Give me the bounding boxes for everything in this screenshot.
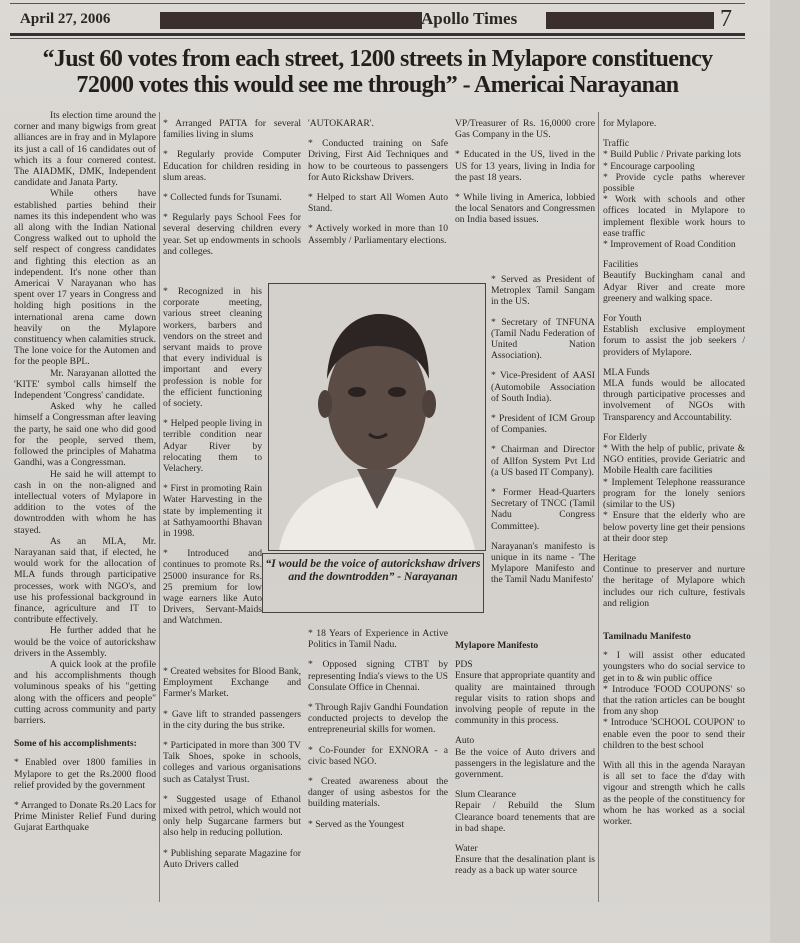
bullet-item: * Served as President of Metroplex Tamil Sangam in the US. [491, 274, 595, 308]
section-title: Slum Clearance [455, 789, 517, 801]
closing-paragraph: With all this in the agenda Narayan is all set to face the d'day with vigour and strength which he calls as the people of the constituency for whom he has worked as a social worker. [603, 759, 745, 827]
portrait-image [269, 284, 485, 550]
bullet-item: * Through Rajiv Gandhi Foundation conducted projects to develop the entrepreneurial skills for women. [308, 702, 448, 736]
column-divider [598, 112, 599, 902]
bullet-item: * Arranged to Donate Rs.20 Lacs for Prime Minister Relief Fund during Gujarat Earthquake [14, 799, 156, 834]
page-number: 7 [720, 6, 732, 32]
headline-line-1: “Just 60 votes from each street, 1200 streets in Mylapore constituency [42, 46, 713, 72]
bullet-item: * President of ICM Group of Companies. [491, 413, 595, 436]
section-text: Continue to preserver and nurture the heritage of Mylapore which includes our rich culture, festivals and religion [603, 564, 745, 609]
bullet-item: * Work with schools and other offices located in Mylapore to implement flexible work hours to ease traffic [603, 194, 745, 239]
headline-line-2: 72000 votes this would see me through” - Americai Narayanan [76, 72, 679, 98]
section-title: For Youth [603, 313, 642, 325]
photo-caption: “I would be the voice of autorickshaw drivers and the downtrodden” - Narayanan [262, 553, 484, 613]
section-title: MLA Funds [603, 366, 650, 378]
section-text: Beautify Buckingham canal and Adyar River and create more greenery and walking space. [603, 270, 745, 304]
column-2-top [163, 118, 301, 266]
bullet-item: * First in promoting Rain Water Harvesting in the state by implementing it at Sathyamoorthi Bhavan in 1998. [163, 483, 262, 540]
bullet-item: * Introduced and continues to promote Rs. 25000 insurance for Rs. 25 premium for low wage earners like Auto Drivers, Servant-Maids and Watchmen. [163, 548, 262, 627]
bullet-item: * Encourage carpooling [603, 160, 695, 172]
bullet-item: * Gave lift to stranded passengers in the city during the bus strike. [163, 708, 301, 731]
section-text: Ensure that appropriate quantity and quality are maintained through regular visits to ration shops and involving people of repute in the community in this process. [455, 670, 595, 727]
column-4-narrow [491, 274, 595, 595]
bullet-item: * Participated in more than 300 TV Talk Shoes, spoke in schools, colleges and various organisations such as Catalyst Trust. [163, 740, 301, 785]
bullet-item: * Ensure that the elderly who are below poverty line get their pensions at their door step [603, 510, 746, 544]
tamilnadu-manifesto-heading: Tamilnadu Manifesto [603, 630, 691, 642]
masthead [14, 8, 744, 32]
bullet-item: * Arranged PATTA for several families living in slums [163, 118, 301, 141]
section-title: Water [455, 843, 478, 855]
masthead-bar [160, 12, 422, 29]
bullet-item: * Enabled over 1800 families in Mylapore to get the Rs.2000 flood relief provided by the government [14, 757, 156, 791]
bullet-item: * Vice-President of AASI (Automobile Association of South India). [491, 370, 595, 404]
masthead-bar [546, 12, 714, 29]
section-text: Be the voice of Auto drivers and passengers in the legislature and the government. [455, 746, 595, 781]
column-divider [159, 112, 160, 902]
bullet-item: * Provide cycle paths wherever possible [603, 171, 745, 195]
mylapore-manifesto-heading: Mylapore Manifesto [455, 640, 539, 651]
candidate-photo [268, 283, 486, 551]
bullet-item: * Chairman and Director of Allfon System Pvt Ltd (a US based IT Company). [491, 444, 595, 478]
bullet-item: * Actively worked in more than 10 Assembly / Parliamentary elections. [308, 223, 448, 246]
bullet-item: * Co-Founder for EXNORA - a civic based NGO. [308, 744, 448, 767]
accomplishments-heading: Some of his accomplishments: [14, 738, 137, 750]
masthead-rule-thin [10, 38, 745, 39]
bullet-item: * Former Head-Quarters Secretary of TNCC (Tamil Nadu Congress Committee). [491, 487, 595, 532]
section-text: Ensure that the desalination plant is ready as a back up water source [455, 854, 595, 877]
bullet-item: * Conducted training on Safe Driving, First Aid Techniques and how to be courteous to passengers for Auto Rickshaw Drivers. [308, 138, 448, 183]
bullet-item: * Regularly provide Computer Education for children residing in slum areas. [163, 149, 301, 183]
paragraph: He said he will attempt to cash in on the non-aligned and intellectual voters of Mylapore in addition to the votes of the downtrodden with whom he has stayed. [14, 468, 156, 536]
issue-date: April 27, 2006 [20, 11, 111, 27]
newspaper-name: Apollo Times [421, 9, 518, 28]
bullet-item: * Implement Telephone reassurance program for the lonely seniors (similar to the US) [603, 476, 745, 511]
paragraph: As an MLA, Mr. Narayanan said that, if elected, he would work for the allocation of MLA funds through participative processes, work with NGO's, and use his professional background in finance, agriculture and IT to contribute effectively. [14, 535, 156, 626]
bullet-item: * Regularly pays School Fees for several deserving children every year. Set up endowments in schools and colleges. [163, 212, 301, 257]
bullet-item: * Helped people living in terrible condition near Adyar River by relocating them to Velachery. [163, 418, 262, 475]
paragraph: for Mylapore. [603, 118, 657, 129]
bullet-item: * Improvement of Road Condition [603, 239, 736, 251]
bullet-item: * Publishing separate Magazine for Auto Drivers called [163, 847, 301, 870]
bullet-item: * Secretary of TNFUNA (Tamil Nadu Federation of United Nation Association). [491, 316, 595, 362]
bullet-item: * Opposed signing CTBT by representing India's views to the US Consulate Office in Chennai. [308, 659, 448, 693]
section-text: Establish exclusive employment forum to assist the job seekers / providers of Mylapore. [603, 324, 745, 358]
column-3-bottom [308, 628, 448, 839]
headline [10, 46, 745, 98]
column-4-bottom [455, 640, 595, 886]
bullet-item: * Educated in the US, lived in the US for 13 years, living in India for the past 18 years. [455, 149, 595, 183]
bullet-item: * 18 Years of Experience in Active Politics in Tamil Nadu. [308, 628, 448, 651]
column-4-top [455, 118, 595, 235]
section-title: For Elderly [603, 431, 647, 443]
section-title: PDS [455, 659, 473, 671]
paragraph: A quick look at the profile and his accomplishments though voluminous speaks of his "getting along with the officers and people" cutting across community and party barriers. [14, 658, 156, 726]
bullet-item: * Created websites for Blood Bank, Employment Exchange and Farmer's Market. [163, 666, 301, 700]
section-text: MLA funds would be allocated through participative processes and involvement of NGOs with Transparency and Accountability. [603, 378, 745, 423]
bullet-item: * While living in America, lobbied the local Senators and Congressmen on India based issues. [455, 192, 595, 226]
bullet-item: * Introduce 'SCHOOL COUPON' to enable even the poor to send their children to the best school [603, 717, 745, 751]
column-2-narrow [163, 286, 262, 636]
bullet-item: * Introduce 'FOOD COUPONS' so that the ration articles can be bought from any shop [603, 683, 745, 718]
section-title: Traffic [603, 138, 630, 150]
top-rule [10, 3, 745, 4]
section-title: Facilities [603, 259, 639, 271]
bullet-item: * Collected funds for Tsunami. [163, 192, 282, 204]
column-1 [14, 110, 156, 843]
paragraph: He further added that he would be the voice of autorickshaw drivers in the Assembly. [14, 625, 156, 659]
section-title: Heritage [603, 552, 637, 564]
bullet-item: * Created awareness about the danger of using asbestos for the building materials. [308, 776, 448, 810]
column-2-bottom [163, 666, 301, 879]
paragraph: Mr. Narayanan allotted the 'KITE' symbol calls himself the Independent 'Congress' candidate. [14, 367, 156, 402]
section-title: Auto [455, 735, 475, 747]
paragraph: VP/Treasurer of Rs. 16,0000 crore Gas Company in the US. [455, 118, 595, 141]
section-text: Repair / Rebuild the Slum Clearance board tenements that are in bad shape. [455, 800, 595, 834]
masthead-rule [10, 33, 745, 36]
paragraph: While others have established parties behind their names its this independent who was all along with the Indian National Congress walked out to uphold the self respect of congress candidates and fighting this election as an independent. It's none other than Americai V Narayanan who has spent over 17 years in Congress and holding high positions in the international arena came down heavily on the Mylapore constituency when calamities struck. The lone voice for the Automen and for the people BPL. [14, 188, 156, 368]
paragraph: Its election time around the corner and many bigwigs from great alliances are in fray and in Mylapore its just a call of 16 candidates out of which its a four cornered contest. The AIADMK, DMK, Independent candidate and Janata Party. [14, 110, 156, 189]
bullet-item: * I will assist other educated youngsters who do social service to get in to & win public office [603, 650, 745, 684]
bullet-item: * Served as the Youngest [308, 818, 405, 830]
paragraph: Asked why he called himself a Congressman after leaving the party, he said one who did good for the people, served them, followed the principles of Mahatma Gandhi, was a Congressman. [14, 401, 156, 469]
bullet-item: * Suggested usage of Ethanol mixed with petrol, which would not only help Sugarcane farmers but also help in reducing pollution. [163, 793, 301, 839]
bullet-item: * Helped to start All Women Auto Stand. [308, 192, 448, 215]
paragraph: 'AUTOKARAR'. [308, 118, 374, 129]
column-3-top [308, 118, 448, 255]
bullet-item: * With the help of public, private & NGO entities, provide Geriatric and Mobile Health care facilities [603, 443, 745, 477]
page-edge [770, 0, 800, 943]
bullet-item: * Build Public / Private parking lots [603, 149, 742, 161]
bullet-item: * Recognized in his corporate meeting, various street cleaning workers, barbers and vendors on the street and servant maids to prove that every individual is important and every profession is noble for the efficient functioning of society. [163, 286, 262, 410]
paragraph: Narayanan's manifesto is unique in its name - 'The Mylapore Manifesto and the Tamil Nadu Manifesto' [491, 540, 595, 586]
column-5 [603, 118, 745, 836]
